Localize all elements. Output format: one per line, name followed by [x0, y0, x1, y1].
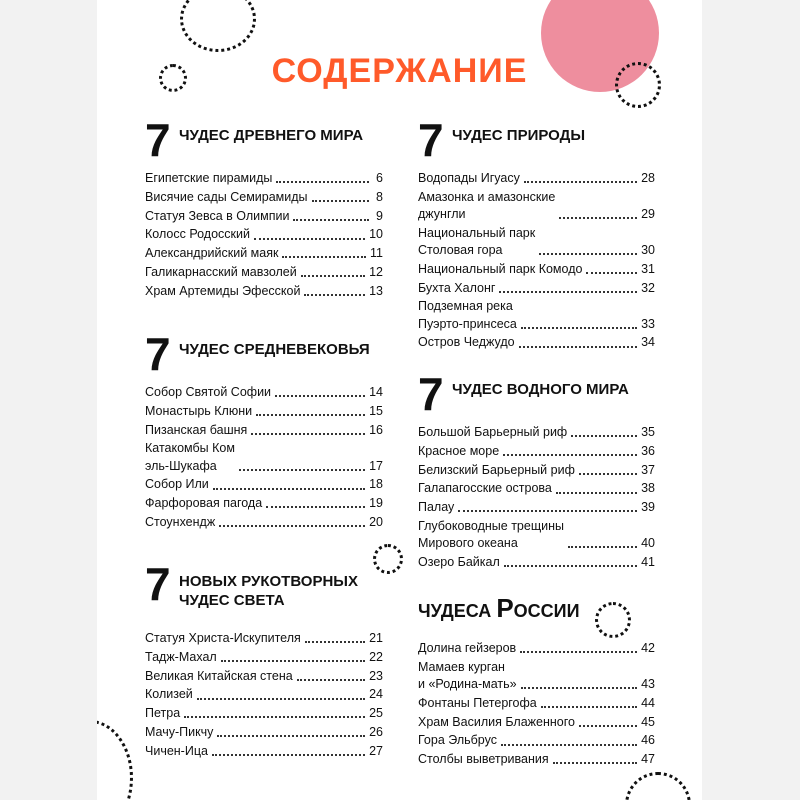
- section-title: ЧУДЕС ВОДНОГО МИРА: [452, 381, 629, 398]
- entry-name: Чичен-Ица: [145, 743, 208, 758]
- dot-leader: [499, 291, 637, 293]
- toc-entry: [145, 170, 383, 187]
- toc-entry: [145, 422, 383, 439]
- entry-page-number: 44: [641, 695, 655, 710]
- entry-name: Белизский Барьерный риф: [418, 462, 575, 477]
- entry-name: Амазонка и амазонские джунгли: [418, 189, 556, 221]
- entry-page-number: 15: [369, 403, 383, 418]
- dot-leader: [568, 546, 637, 548]
- entry-page-number: 26: [369, 724, 383, 739]
- toc-entry: [145, 495, 383, 512]
- entry-name: Александрийский маяк: [145, 246, 279, 261]
- section-nature-wonders: [418, 114, 655, 353]
- dot-leader: [579, 725, 637, 727]
- section-title: ЧУДЕС ДРЕВНЕГО МИРА: [179, 127, 364, 144]
- entry-name: Фарфоровая пагода: [145, 496, 263, 511]
- dot-leader: [579, 473, 637, 475]
- entry-page-number: 8: [376, 189, 383, 204]
- toc-entry: [145, 668, 383, 685]
- entry-page-number: 33: [641, 316, 655, 331]
- toc-entry: [418, 659, 655, 693]
- entry-page-number: 47: [641, 752, 655, 767]
- entry-name: Подземная река Пуэрто-принсеса: [418, 299, 517, 331]
- entry-page-number: 16: [369, 422, 383, 437]
- entry-page-number: 35: [641, 425, 655, 439]
- section-ancient-wonders: [145, 114, 383, 302]
- section-number: 7: [145, 114, 171, 166]
- dotted-circle-decoration: [180, 0, 256, 52]
- entry-name: Галапагосские острова: [418, 481, 552, 496]
- dot-leader: [212, 754, 365, 756]
- toc-entry: [418, 298, 655, 332]
- toc-entry: [418, 732, 655, 749]
- entry-name: Палау: [418, 500, 455, 515]
- toc-entry: [145, 743, 383, 760]
- entry-name: Галикарнасский мавзолей: [145, 264, 297, 279]
- toc-entry: [418, 554, 655, 571]
- entry-page-number: 41: [641, 554, 655, 569]
- entry-name: Храм Василия Блаженного: [418, 714, 575, 729]
- toc-entry: [145, 245, 383, 262]
- entry-page-number: 11: [370, 246, 383, 261]
- entry-page-number: 28: [641, 171, 655, 185]
- toc-entry: [418, 695, 655, 712]
- entry-page-number: 31: [641, 261, 655, 276]
- dot-leader: [304, 294, 365, 296]
- toc-entry: [145, 476, 383, 493]
- entry-name: Фонтаны Петергофа: [418, 695, 537, 710]
- toc-entry: [418, 518, 655, 552]
- toc-entry: [145, 403, 383, 420]
- dot-leader: [266, 506, 365, 508]
- entry-name: Храм Артемиды Эфесской: [145, 283, 301, 298]
- toc-entry: [145, 630, 383, 647]
- toc-entry: [418, 499, 655, 516]
- toc-entry: [418, 462, 655, 479]
- toc-entry: [418, 261, 655, 278]
- entry-name: Бухта Халонг: [418, 280, 496, 295]
- section-new-wonders: [145, 558, 383, 762]
- toc-entry: [418, 280, 655, 297]
- entry-page-number: 45: [641, 714, 655, 729]
- dot-leader: [521, 327, 637, 329]
- entry-name: Тадж-Махал: [145, 649, 217, 664]
- dot-leader: [301, 275, 365, 277]
- entry-name: Висячие сады Семирамиды: [145, 189, 308, 204]
- entry-name: Колизей: [145, 687, 193, 702]
- entry-name: Большой Барьерный риф: [418, 425, 568, 439]
- toc-entry: [418, 424, 655, 441]
- entry-page-number: 13: [369, 283, 383, 298]
- dot-leader: [197, 698, 365, 700]
- entry-name: Национальный парк Столовая гора: [418, 225, 536, 257]
- dot-leader: [312, 200, 369, 202]
- entry-page-number: 18: [369, 477, 383, 492]
- entry-page-number: 9: [376, 208, 383, 223]
- dotted-circle-decoration: [97, 720, 133, 800]
- dot-leader: [501, 744, 637, 746]
- toc-entry: [418, 751, 655, 768]
- entry-page-number: 40: [641, 536, 655, 551]
- toc-entry: [145, 724, 383, 741]
- dot-leader: [571, 435, 637, 437]
- dot-leader: [184, 716, 365, 718]
- entry-page-number: 25: [369, 706, 383, 721]
- entry-page-number: 39: [641, 500, 655, 515]
- dot-leader: [556, 492, 637, 494]
- section-russia-wonders: [418, 594, 655, 770]
- entry-page-number: 24: [369, 687, 383, 702]
- section-number: 7: [145, 558, 171, 610]
- entry-page-number: 21: [369, 631, 383, 645]
- entry-page-number: 12: [369, 264, 383, 279]
- dot-leader: [559, 217, 637, 219]
- entry-name: Статуя Христа-Искупителя: [145, 631, 301, 645]
- entry-name: Озеро Байкал: [418, 554, 500, 569]
- section-number: 7: [418, 368, 444, 420]
- dot-leader: [458, 510, 637, 512]
- dot-leader: [297, 679, 365, 681]
- toc-entry: [145, 705, 383, 722]
- entry-name: Мамаев курган и «Родина-мать»: [418, 659, 517, 691]
- entry-name: Долина гейзеров: [418, 641, 517, 655]
- toc-entry: [145, 384, 383, 401]
- entry-name: Мачу-Пикчу: [145, 724, 214, 739]
- entry-name: Великая Китайская стена: [145, 668, 293, 683]
- entry-name: Египетские пирамиды: [145, 171, 273, 185]
- entry-page-number: 38: [641, 481, 655, 496]
- toc-entry: [145, 283, 383, 300]
- entry-name: Собор Святой Софии: [145, 385, 272, 399]
- entry-page-number: 43: [641, 677, 655, 691]
- section-title: [418, 594, 580, 625]
- dot-leader: [217, 735, 365, 737]
- section-title: ЧУДЕС СРЕДНЕВЕКОВЬЯ: [179, 341, 370, 358]
- title-part: ЧУДЕСА: [418, 601, 497, 621]
- entry-page-number: 23: [369, 668, 383, 683]
- entry-name: Катакомбы Ком эль-Шукафа: [145, 441, 235, 473]
- entry-name: Монастырь Клюни: [145, 403, 253, 418]
- dot-leader: [276, 181, 369, 183]
- dot-leader: [275, 395, 365, 397]
- title-part: ОССИИ: [513, 601, 580, 621]
- dot-leader: [282, 256, 366, 258]
- toc-entry: [145, 264, 383, 281]
- dot-leader: [239, 469, 365, 471]
- section-medieval-wonders: [145, 328, 383, 533]
- entry-page-number: 30: [641, 243, 655, 257]
- entry-name: Водопады Игуасу: [418, 171, 520, 185]
- entry-page-number: 20: [369, 514, 383, 529]
- toc-entry: [145, 226, 383, 243]
- dot-leader: [213, 488, 365, 490]
- dot-leader: [541, 706, 637, 708]
- toc-entry: [418, 189, 655, 223]
- entry-page-number: 36: [641, 443, 655, 458]
- title-part: Р: [496, 593, 514, 623]
- dot-leader: [256, 414, 365, 416]
- toc-entry: [418, 714, 655, 731]
- entry-name: Статуя Зевса в Олимпии: [145, 208, 290, 223]
- dot-leader: [293, 219, 369, 221]
- dot-leader: [503, 454, 637, 456]
- section-number: 7: [418, 114, 444, 166]
- dotted-circle-decoration: [625, 772, 691, 800]
- entry-name: Столбы выветривания: [418, 752, 549, 767]
- contents-page: [97, 0, 702, 800]
- entry-page-number: 34: [641, 335, 655, 350]
- dot-leader: [305, 641, 365, 643]
- entry-name: Красное море: [418, 443, 500, 458]
- dot-leader: [221, 660, 365, 662]
- entry-page-number: 46: [641, 733, 655, 748]
- section-title: ЧУДЕС ПРИРОДЫ: [452, 127, 586, 144]
- toc-entry: [145, 686, 383, 703]
- dot-leader: [520, 651, 637, 653]
- entry-page-number: 19: [369, 496, 383, 511]
- toc-entry: [418, 480, 655, 497]
- entry-page-number: 22: [369, 649, 383, 664]
- dot-leader: [524, 181, 637, 183]
- dot-leader: [586, 272, 637, 274]
- section-water-wonders: [418, 368, 655, 573]
- toc-entry: [418, 443, 655, 460]
- toc-entry: [418, 334, 655, 351]
- entry-name: Стоунхендж: [145, 514, 216, 529]
- toc-entry: [145, 514, 383, 531]
- toc-entry: [418, 225, 655, 259]
- dot-leader: [254, 238, 365, 240]
- dot-leader: [504, 565, 637, 567]
- entry-name: Петра: [145, 706, 181, 721]
- entry-page-number: 14: [369, 385, 383, 399]
- dot-leader: [251, 433, 365, 435]
- toc-entry: [145, 649, 383, 666]
- entry-name: Глубоководные трещины Мирового океана: [418, 518, 564, 551]
- dot-leader: [519, 346, 637, 348]
- toc-entry: [418, 170, 655, 187]
- entry-page-number: 32: [641, 280, 655, 295]
- toc-entry: [145, 208, 383, 225]
- dot-leader: [553, 762, 637, 764]
- section-number: 7: [145, 328, 171, 380]
- toc-entry: [145, 189, 383, 206]
- entry-name: Национальный парк Комодо: [418, 261, 583, 276]
- toc-entry: [145, 440, 383, 474]
- entry-page-number: 29: [641, 207, 655, 221]
- entry-name: Гора Эльбрус: [418, 733, 497, 748]
- entry-name: Пизанская башня: [145, 422, 248, 437]
- entry-page-number: 42: [641, 641, 655, 655]
- entry-name: Собор Или: [145, 477, 209, 492]
- dot-leader: [539, 253, 637, 255]
- entry-page-number: 37: [641, 462, 655, 477]
- section-title: НОВЫХ РУКОТВОРНЫХ ЧУДЕС СВЕТА: [179, 573, 358, 609]
- entry-name: Остров Чеджудо: [418, 335, 515, 350]
- dot-leader: [219, 525, 365, 527]
- entry-page-number: 10: [369, 227, 383, 242]
- entry-page-number: 6: [376, 171, 383, 185]
- entry-page-number: 27: [369, 743, 383, 758]
- entry-page-number: 17: [369, 458, 383, 473]
- page-title: СОДЕРЖАНИЕ: [271, 52, 528, 90]
- entry-name: Колосс Родосский: [145, 227, 250, 242]
- toc-entry: [418, 640, 655, 657]
- dot-leader: [521, 687, 637, 689]
